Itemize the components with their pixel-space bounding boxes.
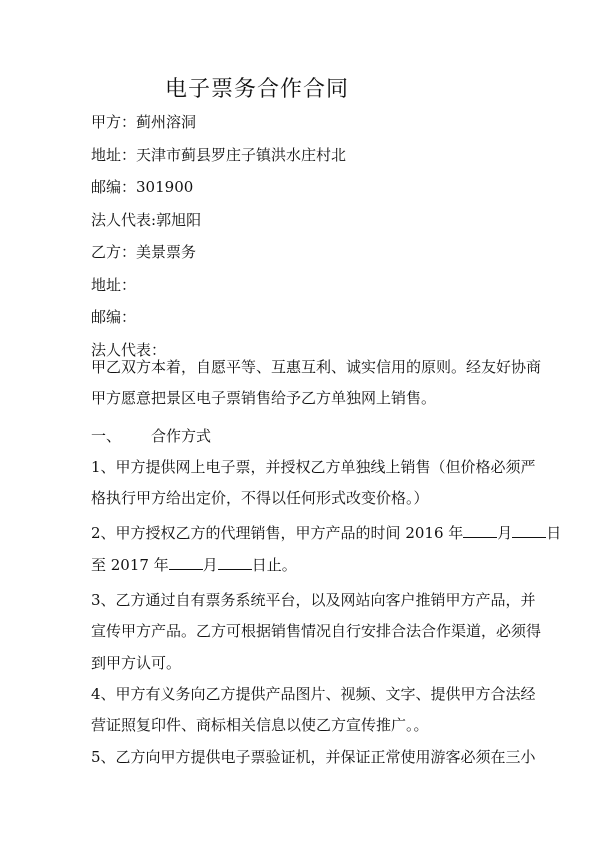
value: 301900	[136, 178, 194, 196]
party-a-address	[91, 139, 346, 172]
label: 法人代表：	[91, 340, 167, 359]
clause-line: 宣传甲方产品。乙方可根据销售情况自行安排合法合作渠道，必须得	[91, 622, 542, 641]
text: 日	[546, 524, 562, 543]
contract-body	[91, 352, 561, 773]
value: 天津市蓟县罗庄子镇洪水庄村北	[136, 145, 347, 164]
intro-line: 甲乙双方本着，自愿平等、互惠互利、诚实信用的原则。经友好协商	[91, 358, 542, 376]
blank-field	[218, 555, 252, 570]
label: 邮编：	[91, 308, 137, 326]
party-a-postcode	[91, 171, 346, 204]
clause-line: 4、甲方有义务向乙方提供产品图片、视频、文字、提供甲方合法经	[91, 684, 536, 703]
text: 日止。	[251, 555, 297, 574]
party-b-postcode	[91, 301, 346, 334]
text: 月	[202, 555, 218, 574]
party-b-address	[91, 269, 346, 302]
text: 至 2017 年	[91, 555, 169, 574]
section-number: 一、	[91, 426, 122, 445]
section-heading	[91, 421, 561, 452]
clause-line: 3、乙方通过自有票务系统平台，以及网站向客户推销甲方产品，并	[91, 591, 536, 610]
clause-line: 5、乙方向甲方提供电子票验证机，并保证正常使用游客必须在三小	[91, 747, 536, 766]
clause-line: 1、甲方提供网上电子票，并授权乙方单独线上销售（但价格必须严	[91, 457, 536, 476]
text: 月	[497, 524, 513, 543]
party-info	[91, 106, 346, 366]
clause-line: 到甲方认可。	[91, 653, 182, 672]
label: 地址：	[91, 145, 137, 164]
party-b	[91, 236, 346, 269]
label: 甲方：	[91, 113, 137, 131]
section-title: 合作方式	[151, 426, 212, 445]
label: 地址：	[91, 275, 137, 294]
value: 蓟州溶洞	[136, 113, 197, 131]
value: 郭旭阳	[156, 210, 202, 229]
label: 邮编：	[91, 178, 137, 196]
blank-field	[169, 555, 203, 570]
blank-field	[512, 523, 546, 538]
clause-line: 格执行甲方给出定价，不得以任何形式改变价格。）	[91, 489, 429, 508]
clause-line	[91, 550, 561, 581]
intro-line: 甲方愿意把景区电子票销售给予乙方单独网上销售。	[91, 389, 437, 408]
clause-line	[91, 518, 561, 549]
value: 美景票务	[136, 243, 197, 261]
label: 法人代表:	[91, 210, 157, 229]
clause-line: 营证照复印件、商标相关信息以使乙方宣传推广。。	[91, 716, 429, 735]
blank-field	[463, 523, 497, 538]
document-title: 电子票务合作合同	[165, 77, 350, 102]
label: 乙方：	[91, 243, 137, 261]
party-a	[91, 106, 346, 139]
text: 2、甲方授权乙方的代理销售，甲方产品的时间 2016 年	[91, 524, 464, 543]
party-a-rep	[91, 204, 346, 237]
